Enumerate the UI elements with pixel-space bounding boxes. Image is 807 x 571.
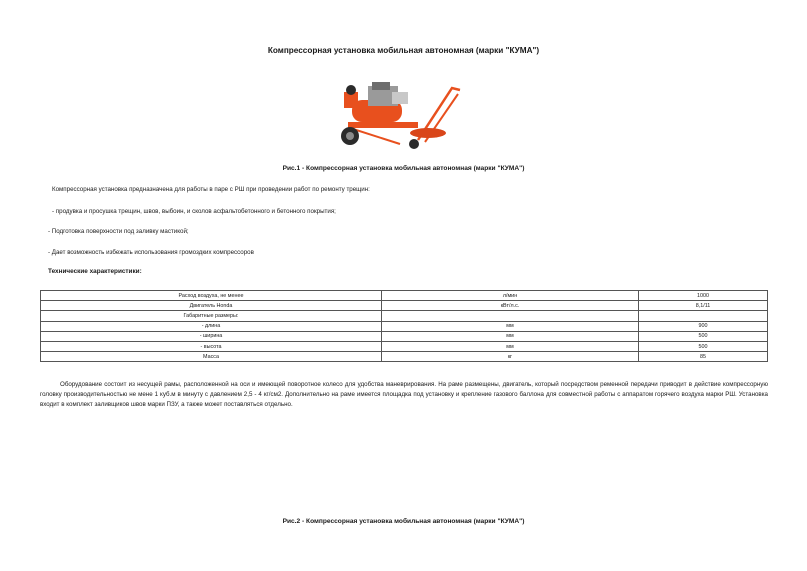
spec-name: Масса [41,352,382,362]
bullet-2: - Подготовка поверхности под заливку мастикой; [48,228,189,235]
table-row [41,301,768,311]
spec-name: Расход воздуха, не менее [41,291,382,301]
specs-table [40,290,768,362]
spec-value [639,311,768,321]
description-paragraph: Оборудование состоит из несущей рамы, расположенной на оси и имеющей поворотное колесо для удобства маневрирования. На раме размещены, двигатель, который посредством ременной передачи приводит в действие компрессорную головку производительностью не мене 1 куб.м в минуту с давлением 2,5 - 4 кг/см2. Дополнительно на раме имеется площадка под установку и крепление газового баллона для совместной работы с аппаратом горячего воздуха марки РШ. Установка входит в комплект заливщиков швов марки ПЗУ, а также может поставляться отдельно. [40,381,768,408]
spec-value: 8,1/11 [639,301,768,311]
spec-name: - высота [41,341,382,351]
spec-name: Габаритные размеры: [41,311,382,321]
spec-value: 1000 [639,291,768,301]
bullet-3: - Дает возможность избежать использования громоздких компрессоров [48,249,254,256]
spec-value: 500 [639,331,768,341]
table-row [41,352,768,362]
spec-unit: мм [382,321,639,331]
spec-unit: мм [382,331,639,341]
document-title: Компрессорная установка мобильная автономная (марки "КУМА") [267,46,540,55]
spec-unit: кВт/л.с. [382,301,639,311]
table-row [41,341,768,351]
table-row [41,321,768,331]
figure-1-caption: Рис.1 - Компрессорная установка мобильная автономная (марки "КУМА") [282,165,525,172]
spec-value: 900 [639,321,768,331]
spec-value: 85 [639,352,768,362]
bullet-1: - продувка и просушка трещин, швов, выбоин, и сколов асфальтобетонного и бетонного покрытия; [52,208,336,215]
spec-unit: л/мин [382,291,639,301]
intro-paragraph: Компрессорная установка предназначена для работы в паре с РШ при проведении работ по ремонту трещин: [52,186,370,193]
spec-name: Двигатель Honda [41,301,382,311]
spec-value: 500 [639,341,768,351]
spec-unit [382,311,639,321]
spec-unit: мм [382,341,639,351]
tech-specs-heading: Технические характеристики: [48,268,142,275]
table-row [41,291,768,301]
spec-name: - длина [41,321,382,331]
figure-2-caption: Рис.2 - Компрессорная установка мобильная автономная (марки "КУМА") [282,518,525,525]
spec-unit: кг [382,352,639,362]
table-row [41,311,768,321]
compressor-photo [330,78,480,156]
table-row [41,331,768,341]
spec-name: - ширина [41,331,382,341]
